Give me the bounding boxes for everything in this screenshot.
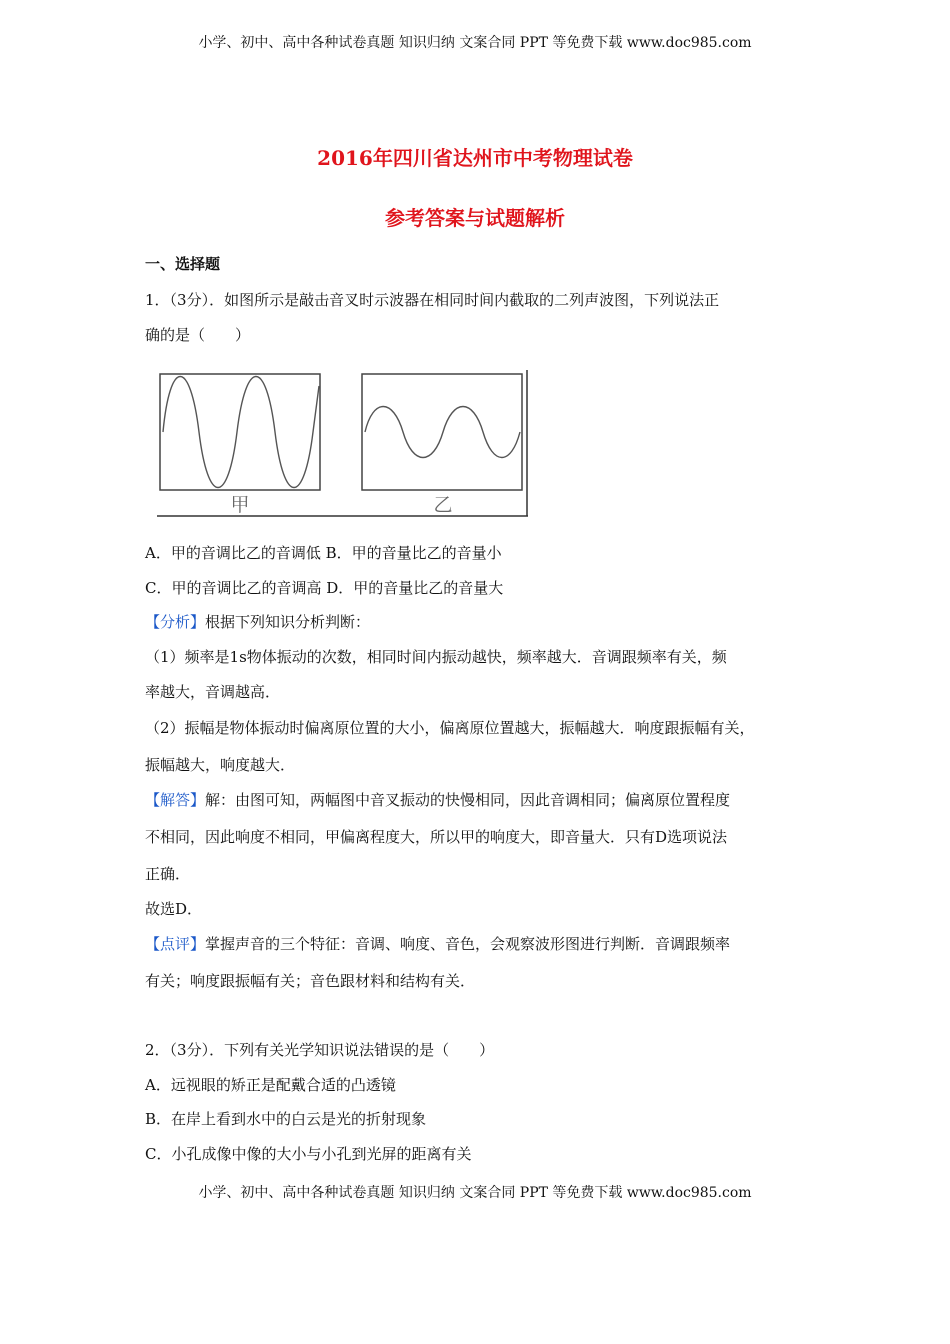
document-subtitle: 参考答案与试题解析: [385, 206, 565, 230]
comment-text-a: 掌握声音的三个特征：音调、响度、音色，会观察波形图进行判断．音调跟频率: [205, 935, 731, 953]
q1-analysis-1b: 率越大，音调越高．: [145, 683, 281, 701]
q1-options-line2: C．甲的音调比乙的音调高 D．甲的音量比乙的音量大: [145, 579, 504, 597]
q2-option-b: B．在岸上看到水中的白云是光的折射现象: [145, 1110, 427, 1128]
right-waveform-label: 乙: [433, 494, 453, 516]
analysis-intro: 根据下列知识分析判断：: [205, 613, 371, 631]
q1-stem-line1: 1．（3分）．如图所示是敲击音叉时示波器在相同时间内截取的二列声波图，下列说法正: [145, 291, 720, 309]
left-waveform-curve: [163, 377, 319, 488]
document-title: 2016年四川省达州市中考物理试卷: [317, 146, 633, 170]
left-waveform-label: 甲: [230, 494, 250, 516]
q2-option-c: C．小孔成像中像的大小与小孔到光屏的距离有关: [145, 1145, 472, 1163]
comment-tag: 【点评】: [145, 935, 206, 953]
q1-answer-b: 不相同，因此响度不相同，甲偏离程度大，所以甲的响度大，即音量大．只有D选项说法: [145, 828, 728, 846]
q1-choice: 故选D．: [145, 900, 203, 918]
right-waveform-frame: [362, 374, 522, 490]
q1-analysis-1a: （1）频率是1s物体振动的次数，相同时间内振动越快，频率越大．音调跟频率有关，频: [145, 648, 727, 666]
q2-option-a: A．远视眼的矫正是配戴合适的凸透镜: [145, 1076, 396, 1094]
q1-analysis: [145, 612, 370, 632]
right-waveform-curve: [365, 407, 520, 458]
left-waveform-frame: [160, 374, 320, 490]
q1-options-line1: A．甲的音调比乙的音调低 B．甲的音量比乙的音量小: [145, 544, 502, 562]
answer-tag: 【解答】: [145, 791, 206, 809]
q1-answer: [145, 790, 730, 810]
section-heading: 一、选择题: [145, 255, 221, 273]
q1-comment-b: 有关；响度跟振幅有关；音色跟材料和结构有关．: [145, 972, 476, 990]
q2-stem: 2．（3分）．下列有关光学知识说法错误的是（ ）: [145, 1041, 495, 1059]
waveform-figure: [155, 368, 530, 518]
page-footer: 小学、初中、高中各种试卷真题 知识归纳 文案合同 PPT 等免费下载 www.doc985.com: [198, 1185, 752, 1201]
answer-text-a: 解：由图可知，两幅图中音叉振动的快慢相同，因此音调相同；偏离原位置程度: [205, 791, 731, 809]
q1-analysis-2a: （2）振幅是物体振动时偏离原位置的大小，偏离原位置越大，振幅越大．响度跟振幅有关，: [145, 719, 755, 737]
q1-answer-c: 正确．: [145, 865, 191, 883]
q1-analysis-2b: 振幅越大，响度越大．: [145, 756, 296, 774]
q1-comment: [145, 934, 730, 954]
page-header: 小学、初中、高中各种试卷真题 知识归纳 文案合同 PPT 等免费下载 www.doc985.com: [198, 35, 752, 51]
q1-stem-line2: 确的是（ ）: [145, 326, 251, 344]
analysis-tag: 【分析】: [145, 613, 206, 631]
